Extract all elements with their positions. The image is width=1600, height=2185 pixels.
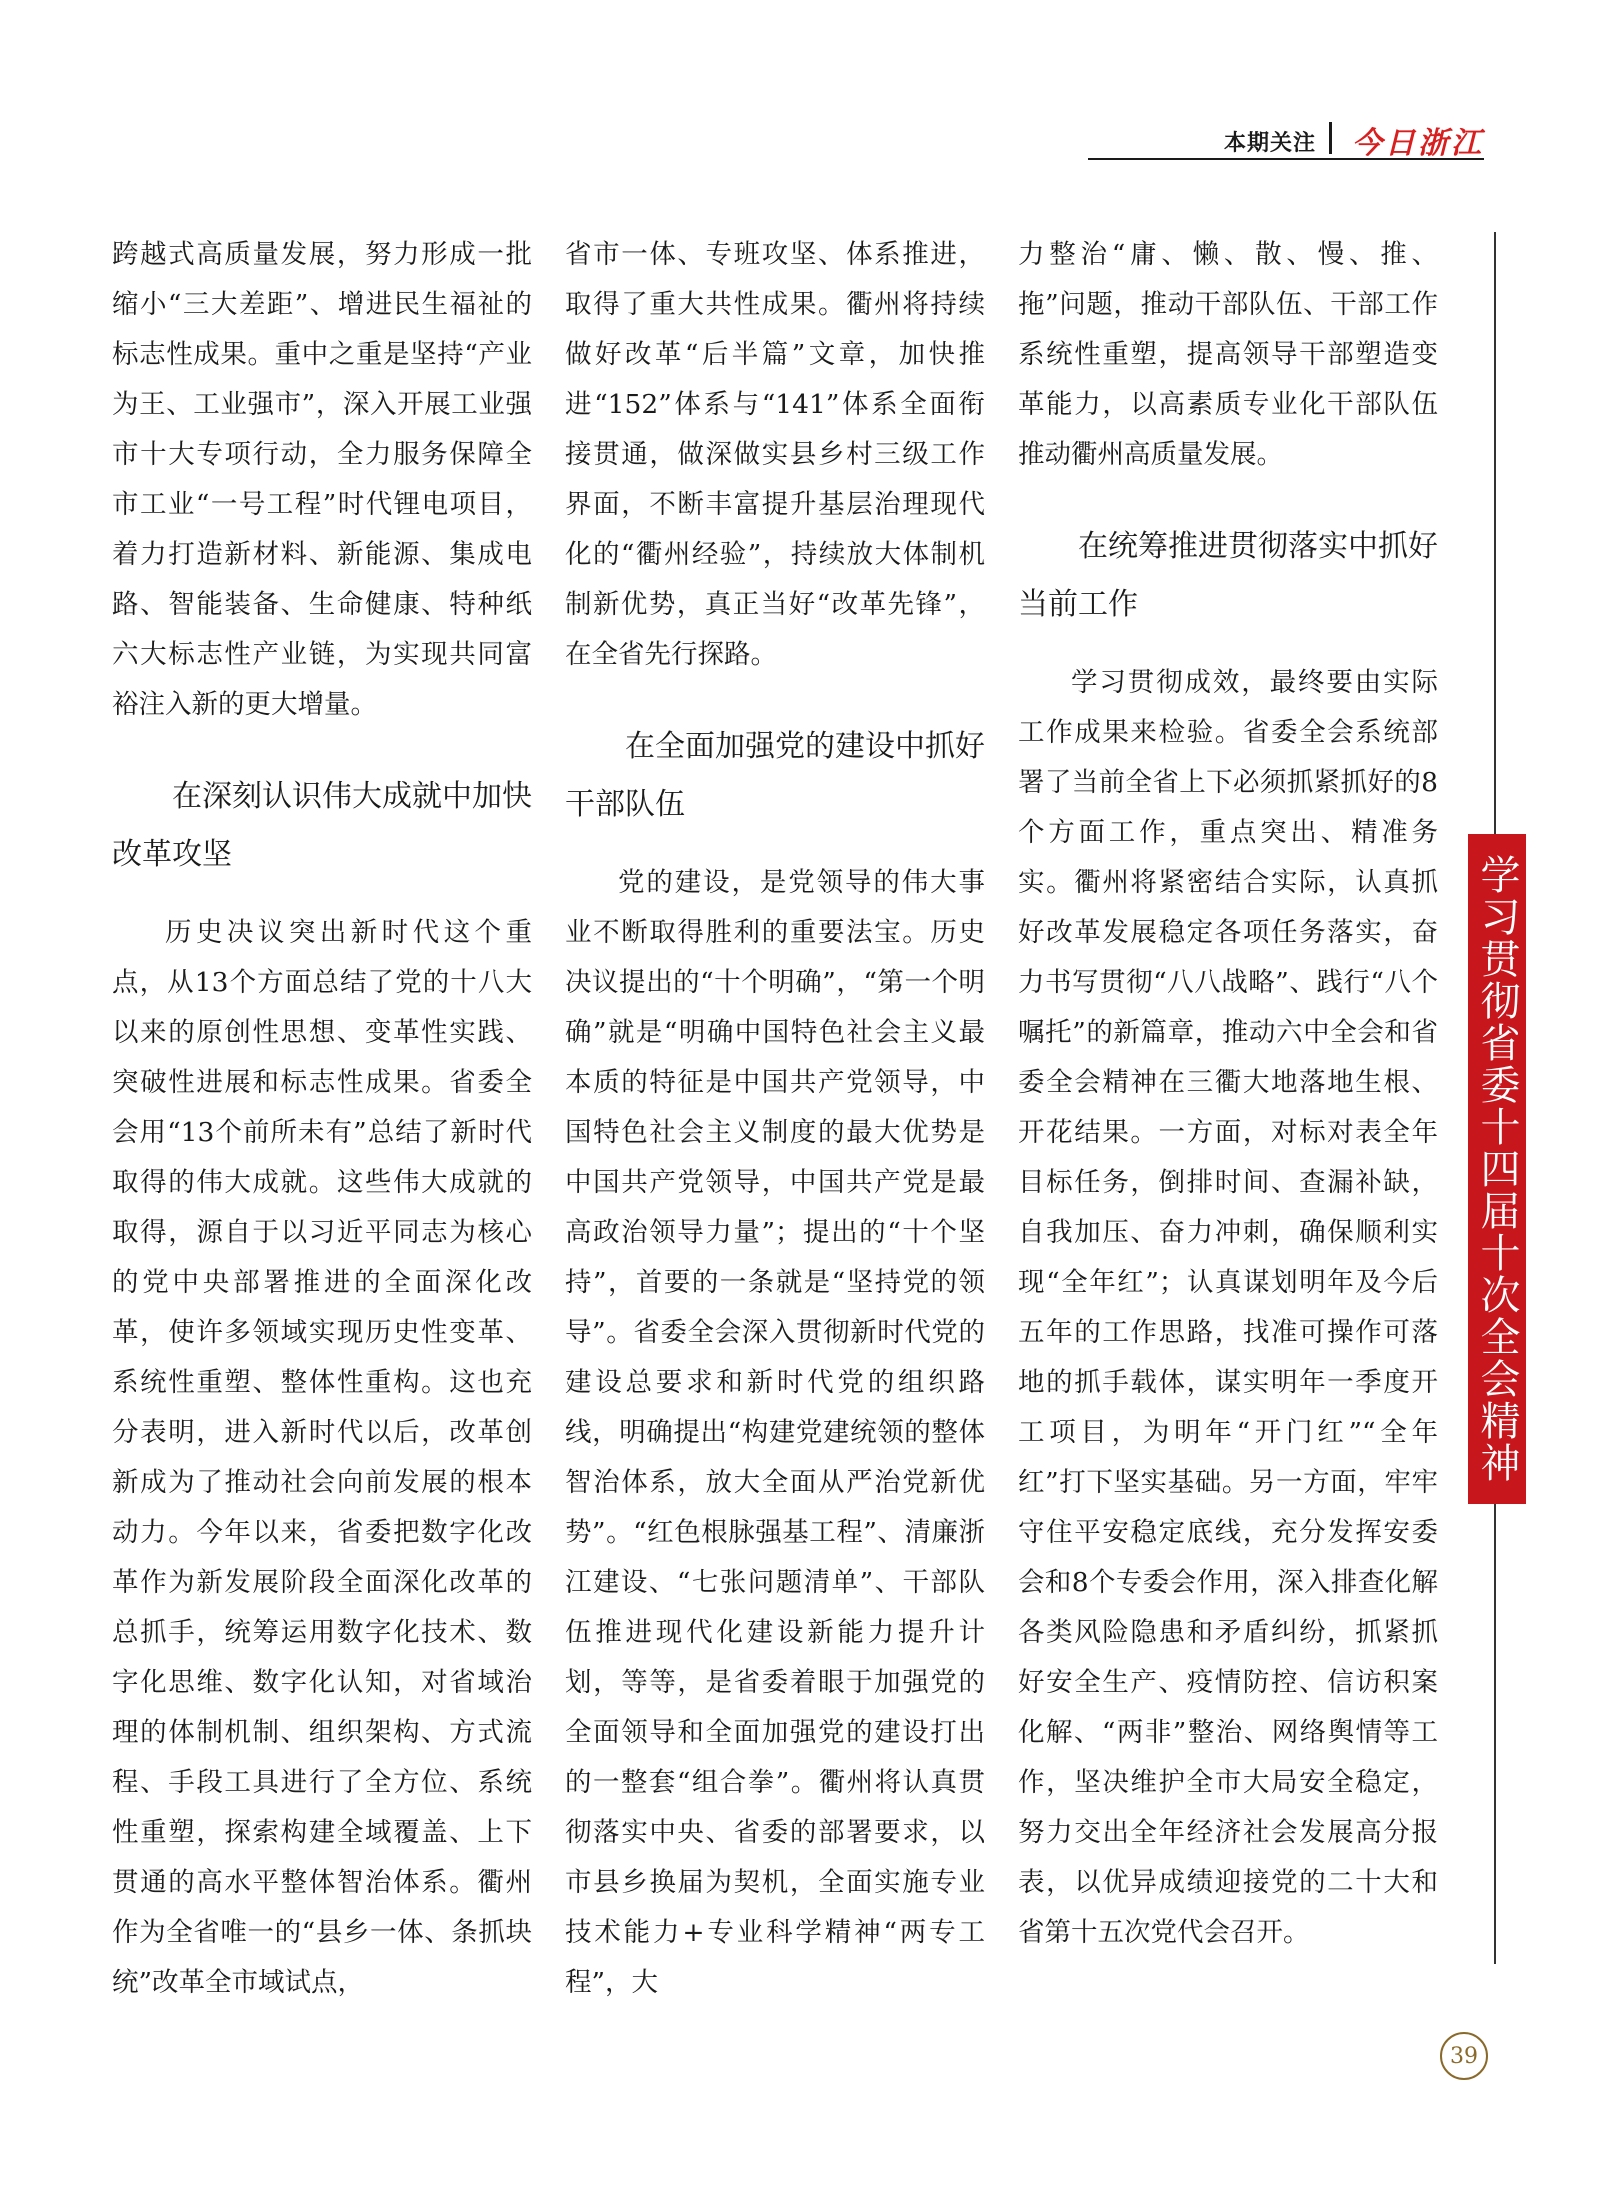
article-column-1: [112, 230, 532, 2008]
side-banner-text: 学习贯彻省委十四届十次全会精神: [1474, 854, 1520, 1484]
section-heading: 在全面加强党的建设中抓好干部队伍: [565, 729, 985, 822]
paragraph: 省市一体、专班攻坚、体系推进，取得了重大共性成果。衢州将持续做好改革“后半篇”文章，加快推进“152”体系与“141”体系全面衔接贯通，做深做实县乡村三级工作界面，不断丰富提升基层治理现代化的“衢州经验”，持续放大体制机制新优势，真正当好“改革先锋”，在全省先行探路。: [565, 239, 985, 670]
paragraph: 跨越式高质量发展，努力形成一批缩小“三大差距”、增进民生福祉的标志性成果。重中之重是坚持“产业为王、工业强市”，深入开展工业强市十大专项行动，全力服务保障全市工业“一号工程”时代锂电项目，着力打造新材料、新能源、集成电路、智能装备、生命健康、特种纸六大标志性产业链，为实现共同富裕注入新的更大增量。: [112, 239, 532, 720]
paragraph: 学习贯彻成效，最终要由实际工作成果来检验。省委全会系统部署了当前全省上下必须抓紧抓好的8个方面工作，重点突出、精准务实。衢州将紧密结合实际，认真抓好改革发展稳定各项任务落实，奋力书写贯彻“八八战略”、践行“八个嘱托”的新篇章，推动六中全会和省委全会精神在三衢大地落地生根、开花结果。一方面，对标对表全年目标任务，倒排时间、查漏补缺，自我加压、奋力冲刺，确保顺利实现“全年红”；认真谋划明年及今后五年的工作思路，找准可操作可落地的抓手载体，谋实明年一季度开工项目，为明年“开门红”“全年红”打下坚实基础。另一方面，牢牢守住平安稳定底线，充分发挥安委会和8个专委会作用，深入排查化解各类风险隐患和矛盾纠纷，抓紧抓好安全生产、疫情防控、信访积案化解、“两非”整治、网络舆情等工作，坚决维护全市大局安全稳定，努力交出全年经济社会发展高分报表，以优异成绩迎接党的二十大和省第十五次党代会召开。: [1018, 667, 1438, 1948]
section-label: 本期关注: [1223, 131, 1316, 156]
paragraph: 历史决议突出新时代这个重点，从13个方面总结了党的十八大以来的原创性思想、变革性实践、突破性进展和标志性成果。省委全会用“13个前所未有”总结了新时代取得的伟大成就。这些伟大成就的取得，源自于以习近平同志为核心的党中央部署推进的全面深化改革，使许多领域实现历史性变革、系统性重塑、整体性重构。这也充分表明，进入新时代以后，改革创新成为了推动社会向前发展的根本动力。今年以来，省委把数字化改革作为新发展阶段全面深化改革的总抓手，统筹运用数字化技术、数字化思维、数字化认知，对省域治理的体制机制、组织架构、方式流程、手段工具进行了全方位、系统性重塑，探索构建全域覆盖、上下贯通的高水平整体智治体系。衢州作为全省唯一的“县乡一体、条抓块统”改革全市域试点，: [112, 917, 532, 1998]
brand-logo: 今日浙江: [1352, 126, 1484, 161]
article-column-3: [1018, 230, 1438, 1958]
section-heading: 在统筹推进贯彻落实中抓好当前工作: [1018, 529, 1438, 622]
paragraph: 力整治“庸、懒、散、慢、推、拖”问题，推动干部队伍、干部工作系统性重塑，提高领导干部塑造变革能力，以高素质专业化干部队伍推动衢州高质量发展。: [1018, 239, 1438, 470]
paragraph: 党的建设，是党领导的伟大事业不断取得胜利的重要法宝。历史决议提出的“十个明确”，“第一个明确”就是“明确中国特色社会主义最本质的特征是中国共产党领导，中国特色社会主义制度的最大优势是中国共产党领导，中国共产党是最高政治领导力量”；提出的“十个坚持”，首要的一条就是“坚持党的领导”。省委全会深入贯彻新时代党的建设总要求和新时代党的组织路线，明确提出“构建党建统领的整体智治体系，放大全面从严治党新优势”。“红色根脉强基工程”、清廉浙江建设、“七张问题清单”、干部队伍推进现代化建设新能力提升计划，等等，是省委着眼于加强党的全面领导和全面加强党的建设打出的一整套“组合拳”。衢州将认真贯彻落实中央、省委的部署要求，以市县乡换届为契机，全面实施专业技术能力+专业科学精神“两专工程”，大: [565, 867, 985, 1998]
side-banner: [1468, 834, 1526, 1504]
header-divider: [1329, 122, 1332, 154]
page-number: 39: [1440, 2032, 1488, 2080]
section-heading: 在深刻认识伟大成就中加快改革攻坚: [112, 779, 532, 872]
page-header: [1088, 118, 1484, 160]
article-column-2: [565, 230, 985, 2008]
